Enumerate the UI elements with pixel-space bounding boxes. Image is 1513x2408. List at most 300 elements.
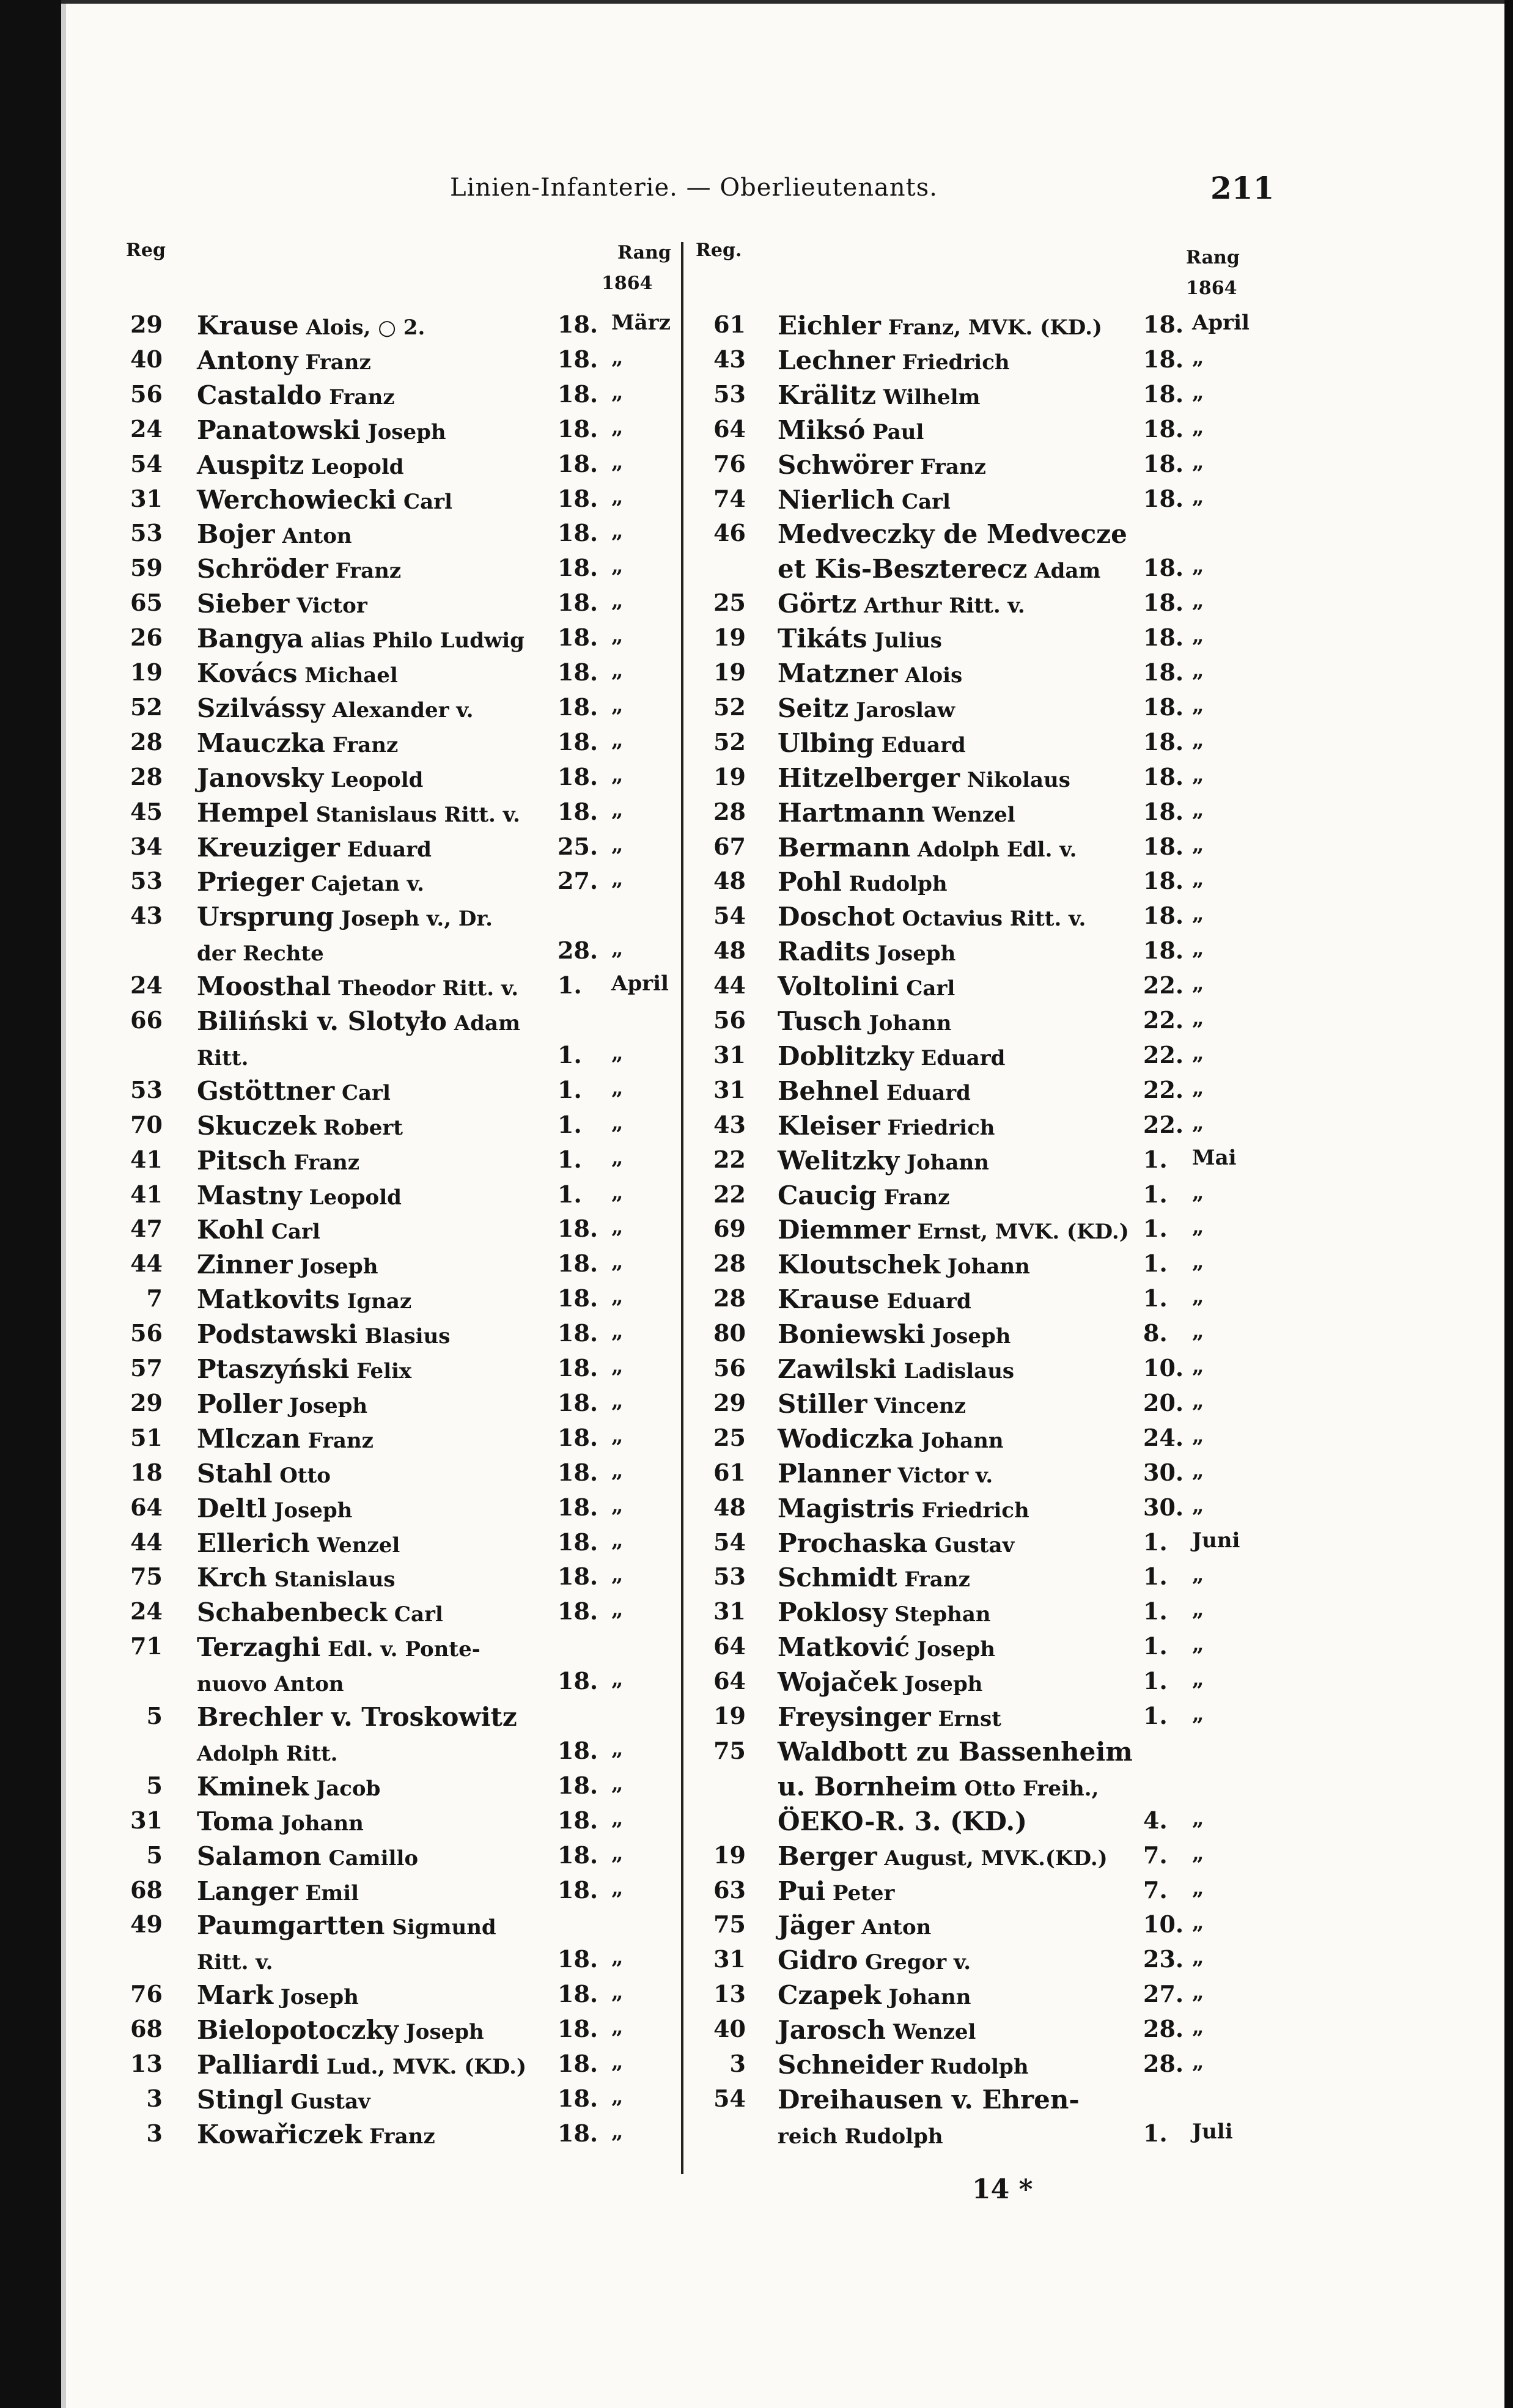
right-entry-row	[0, 1006, 1513, 1040]
surname: Czapek	[778, 1980, 882, 2011]
rank-month: „	[1192, 797, 1204, 822]
given-name: Felix	[349, 1359, 412, 1383]
given-name: Stanislaus	[267, 1567, 396, 1592]
given-name: Alois	[897, 663, 963, 688]
given-name: Cajetan v.	[303, 872, 424, 897]
rank-day: 18.	[1143, 624, 1184, 652]
regiment-number: 51	[130, 1423, 163, 1451]
right-entry-row	[0, 1806, 1513, 1841]
surname: Kloutschek	[778, 1250, 940, 1280]
surname: Krälitz	[778, 380, 877, 410]
regiment-number: 29	[130, 311, 163, 338]
given-name: Franz	[300, 1428, 374, 1453]
given-name: Emil	[298, 1880, 359, 1905]
rank-day: 18.	[1143, 832, 1184, 860]
given-name: Franz	[362, 2124, 435, 2149]
rank-day: 28.	[558, 937, 598, 965]
rank-day: 18.	[1143, 867, 1184, 895]
given-name: Leopold	[304, 454, 404, 479]
regiment-number: 52	[130, 693, 163, 721]
given-name: Johann	[274, 1811, 364, 1836]
given-name: Paul	[865, 419, 924, 444]
rank-month: „	[611, 589, 624, 614]
rank-month: „	[611, 797, 624, 822]
surname: Szilvássy	[197, 693, 325, 723]
right-entry-row	[0, 311, 1513, 345]
officer-name	[778, 1806, 1027, 1836]
regiment-number: 13	[130, 2050, 163, 2077]
given-name: Carl	[899, 976, 955, 1001]
rank-day: 1.	[558, 1110, 582, 1138]
rank-month: „	[611, 1563, 624, 1588]
officer-name	[778, 937, 955, 967]
regiment-number: 69	[713, 1215, 746, 1243]
officer-name	[778, 2050, 1029, 2080]
given-name: Friedrich	[914, 1498, 1029, 1523]
rank-month: „	[611, 1145, 624, 1170]
surname: Tusch	[778, 1006, 862, 1036]
officer-name	[778, 1146, 989, 1176]
officer-name	[778, 1945, 971, 1975]
rank-day: 18.	[1143, 554, 1184, 582]
rank-month: „	[611, 1180, 624, 1205]
rank-month: „	[1192, 727, 1204, 753]
regiment-number: 28	[713, 1284, 746, 1313]
regiment-number: 44	[713, 971, 746, 1000]
surname: Radits	[778, 937, 871, 967]
regiment-number: 48	[713, 937, 746, 965]
rank-month: „	[611, 867, 624, 892]
given-name: Anton	[854, 1915, 932, 1940]
given-name: Leopold	[301, 1185, 402, 1210]
rank-day: 18.	[558, 797, 598, 825]
right-entry-row	[0, 1389, 1513, 1423]
right-entry-row	[0, 1772, 1513, 1806]
rank-day: 18.	[558, 624, 598, 652]
given-name: Ignaz	[339, 1289, 412, 1314]
rank-day: 4.	[1143, 1806, 1168, 1834]
surname: Wojaček	[778, 1667, 897, 1698]
right-entry-row	[0, 833, 1513, 867]
regiment-number: 43	[713, 345, 746, 373]
officer-name	[778, 1006, 952, 1036]
regiment-number: 57	[130, 1354, 163, 1382]
officer-name	[778, 1597, 991, 1627]
rank-day: 18.	[558, 762, 598, 790]
rank-day: 30.	[1143, 1493, 1184, 1521]
regiment-number: 3	[146, 2119, 163, 2147]
rank-day: 1.	[558, 971, 582, 1000]
officer-name	[778, 2015, 976, 2045]
rank-month: „	[1192, 414, 1204, 440]
surname: Palliardi	[197, 2050, 320, 2080]
regiment-number: 31	[130, 1806, 163, 1834]
right-entry-row	[0, 1737, 1513, 1771]
rank-day: 23.	[1143, 1945, 1184, 1973]
right-entry-row	[0, 1111, 1513, 1145]
given-name: Johann	[899, 1150, 989, 1175]
rank-day: 18.	[558, 554, 598, 582]
officer-name	[778, 485, 951, 515]
right-entry-row	[0, 2015, 1513, 2049]
rank-month: „	[1192, 867, 1204, 892]
given-name: Joseph	[292, 1254, 378, 1279]
regiment-number: 13	[713, 1980, 746, 2008]
regiment-number: 52	[713, 693, 746, 721]
rank-day: 1.	[1143, 1597, 1168, 1626]
regiment-number: 31	[713, 1040, 746, 1069]
rank-day: 18.	[558, 1388, 598, 1416]
regiment-number: 31	[713, 1945, 746, 1973]
rank-month: „	[1192, 1597, 1204, 1622]
surname: Welitzky	[778, 1145, 900, 1176]
given-name: Friedrich	[880, 1115, 995, 1140]
officer-name	[778, 554, 1100, 584]
surname: Panatowski	[197, 414, 361, 445]
rank-day: 18.	[558, 449, 598, 477]
rank-day: 18.	[558, 589, 598, 617]
regiment-number: 75	[713, 1736, 746, 1764]
given-name: Wenzel	[885, 2020, 976, 2045]
regiment-number: 53	[130, 519, 163, 547]
given-name: Nikolaus	[960, 767, 1070, 792]
given-name: Franz, MVK. (KD.)	[880, 315, 1102, 340]
page-title: Linien-Infanterie. — Oberlieutenants.	[450, 174, 938, 202]
given-name: Franz	[897, 1567, 970, 1592]
regiment-number: 53	[130, 867, 163, 895]
surname: Miksó	[778, 414, 866, 445]
surname: Behnel	[778, 1075, 879, 1106]
surname: u. Bornheim	[778, 1771, 957, 1802]
given-name: Franz	[325, 732, 399, 757]
right-entry-row	[0, 1424, 1513, 1458]
rank-day: 18.	[558, 380, 598, 408]
right-entry-row	[0, 1076, 1513, 1110]
rank-month: Juli	[1192, 2119, 1233, 2144]
rank-month: „	[1192, 2015, 1204, 2040]
regiment-number: 80	[713, 1319, 746, 1347]
regiment-number: 41	[130, 1180, 163, 1208]
regiment-number: 19	[713, 624, 746, 652]
given-name: Johann	[913, 1428, 1004, 1453]
given-name: reich Rudolph	[778, 2124, 943, 2149]
officer-name	[778, 1389, 966, 1419]
given-name: Wilhelm	[876, 385, 981, 410]
surname: Krause	[778, 1284, 880, 1315]
surname: Medveczky de Medvecze	[778, 519, 1127, 550]
regiment-number: 3	[146, 2084, 163, 2112]
surname: Nierlich	[778, 484, 895, 515]
rank-month: „	[1192, 902, 1204, 927]
officer-name	[778, 902, 1086, 932]
rank-day: 18.	[558, 1250, 598, 1278]
regiment-number: 71	[130, 1632, 163, 1660]
regiment-number: 56	[130, 1319, 163, 1347]
surname: ÖEKO-R. 3. (KD.)	[778, 1806, 1027, 1836]
officer-name	[778, 728, 966, 758]
given-name: Alois, ○ 2.	[298, 315, 425, 340]
given-name: nuovo Anton	[197, 1672, 344, 1697]
right-entry-row	[0, 1180, 1513, 1215]
officer-name	[778, 311, 1102, 341]
left-reg-header: Reg	[126, 240, 166, 261]
given-name: Octavius Ritt. v.	[894, 907, 1086, 932]
officer-name	[778, 2119, 943, 2149]
rank-month: „	[1192, 1910, 1204, 1935]
right-entry-row	[0, 1459, 1513, 1493]
rank-month: „	[611, 1806, 624, 1831]
given-name: Peter	[825, 1880, 895, 1905]
given-name: Anton	[274, 524, 352, 549]
rank-day: 18.	[1143, 414, 1184, 443]
rank-month: „	[1192, 1354, 1204, 1379]
rank-day: 1.	[1143, 1563, 1168, 1591]
given-name: der Rechte	[197, 941, 324, 967]
left-rank-year: 1864	[602, 273, 653, 294]
officer-name	[778, 1876, 894, 1906]
rank-month: Juni	[1192, 1528, 1240, 1553]
regiment-number: 48	[713, 1493, 746, 1521]
regiment-number: 46	[713, 519, 746, 547]
regiment-number: 56	[713, 1354, 746, 1382]
rank-month: „	[611, 1040, 624, 1066]
surname: Paumgartten	[197, 1910, 385, 1941]
right-entry-row	[0, 1841, 1513, 1876]
rank-day: 1.	[1143, 1145, 1168, 1173]
right-entry-row	[0, 1354, 1513, 1388]
given-name: Leopold	[323, 767, 424, 792]
rank-month: „	[611, 1284, 624, 1309]
rank-month: „	[1192, 937, 1204, 962]
regiment-number: 44	[130, 1250, 163, 1278]
regiment-number: 56	[130, 380, 163, 408]
surname: Toma	[197, 1806, 274, 1836]
rank-day: 8.	[1143, 1319, 1168, 1347]
regiment-number: 54	[713, 902, 746, 930]
surname: Terzaghi	[197, 1632, 321, 1663]
rank-month: „	[1192, 1110, 1204, 1135]
officer-name	[778, 693, 955, 723]
surname: Salamon	[197, 1841, 322, 1871]
right-entry-row	[0, 2085, 1513, 2119]
rank-day: 18.	[558, 1597, 598, 1626]
surname: Magistris	[778, 1493, 915, 1523]
surname: Bangya	[197, 624, 304, 654]
officer-name	[778, 519, 1127, 549]
rank-day: 1.	[1143, 1180, 1168, 1208]
given-name: Sigmund	[385, 1915, 496, 1940]
rank-month: „	[1192, 1980, 1204, 2005]
rank-month: „	[1192, 1006, 1204, 1031]
rank-month: „	[1192, 1388, 1204, 1413]
rank-day: 18.	[558, 727, 598, 756]
rank-month: „	[611, 1250, 624, 1275]
surname: Janovsky	[197, 762, 324, 793]
right-entry-row	[0, 693, 1513, 727]
rank-month: „	[1192, 1458, 1204, 1483]
right-entry-row	[0, 380, 1513, 414]
right-entry-row	[0, 902, 1513, 936]
given-name: August, MVK.(KD.)	[877, 1846, 1108, 1871]
given-name: Victor v.	[890, 1463, 993, 1488]
rank-day: 10.	[1143, 1910, 1184, 1939]
rank-day: 1.	[1143, 1528, 1168, 1556]
rank-day: 18.	[558, 414, 598, 443]
surname: Werchowiecki	[197, 484, 397, 515]
rank-month: „	[611, 937, 624, 962]
rank-month: „	[1192, 762, 1204, 787]
surname: Gstöttner	[197, 1075, 335, 1106]
rank-month: „	[611, 519, 624, 544]
rank-day: 18.	[558, 519, 598, 547]
given-name: Carl	[396, 489, 452, 514]
rank-day: 18.	[1143, 311, 1184, 338]
rank-month: „	[1192, 2050, 1204, 2074]
rank-month: „	[1192, 1667, 1204, 1692]
given-name: Gregor v.	[858, 1950, 971, 1975]
right-entry-row	[0, 937, 1513, 971]
surname: Krch	[197, 1563, 267, 1593]
regiment-number: 18	[130, 1458, 163, 1486]
rank-month: „	[611, 1319, 624, 1344]
rank-day: 18.	[558, 1458, 598, 1486]
surname: Pitsch	[197, 1145, 287, 1176]
rank-day: 18.	[558, 1736, 598, 1764]
surname: Doblitzky	[778, 1040, 914, 1071]
officer-name	[778, 415, 924, 445]
rank-month: „	[611, 658, 624, 683]
given-name: Robert	[316, 1115, 403, 1140]
given-name: Franz	[913, 454, 986, 479]
right-entry-row	[0, 867, 1513, 901]
right-entry-row	[0, 728, 1513, 762]
rank-month: „	[1192, 449, 1204, 474]
officer-name	[778, 589, 1025, 619]
regiment-number: 54	[713, 1528, 746, 1556]
surname: Auspitz	[197, 449, 304, 480]
rank-day: 7.	[1143, 1841, 1168, 1869]
regiment-number: 24	[130, 1597, 163, 1626]
officer-name	[778, 833, 1077, 863]
surname: Poklosy	[778, 1597, 888, 1628]
surname: Kohl	[197, 1215, 265, 1245]
rank-month: „	[1192, 1250, 1204, 1275]
right-entry-row	[0, 1702, 1513, 1736]
surname: Ellerich	[197, 1528, 310, 1558]
given-name: Ritt. v.	[197, 1950, 273, 1975]
regiment-number: 19	[713, 762, 746, 790]
regiment-number: 67	[713, 832, 746, 860]
given-name: Eduard	[913, 1045, 1006, 1070]
surname: Prochaska	[778, 1528, 928, 1558]
regiment-number: 76	[713, 449, 746, 477]
rank-day: 18.	[558, 1319, 598, 1347]
officer-name	[778, 624, 942, 654]
regiment-number: 54	[130, 449, 163, 477]
given-name: Theodor Ritt. v.	[331, 976, 519, 1001]
regiment-number: 19	[713, 1841, 746, 1869]
surname: Bermann	[778, 832, 911, 863]
surname: Stingl	[197, 2084, 284, 2115]
officer-name	[778, 658, 962, 688]
officer-name	[778, 1667, 982, 1697]
rank-day: 18.	[558, 345, 598, 373]
right-entry-row	[0, 1493, 1513, 1528]
rank-day: 1.	[1143, 1702, 1168, 1729]
given-name: Joseph	[282, 1393, 368, 1418]
surname: Seitz	[778, 693, 849, 723]
surname: Caucig	[778, 1180, 877, 1210]
rank-day: 30.	[1143, 1458, 1184, 1486]
regiment-number: 53	[130, 1075, 163, 1103]
regiment-number: 19	[713, 1702, 746, 1729]
right-entry-row	[0, 2050, 1513, 2084]
given-name: Carl	[894, 489, 951, 514]
page-number: 211	[1210, 170, 1275, 206]
surname: Voltolini	[778, 971, 899, 1002]
rank-month: „	[1192, 1632, 1204, 1657]
officer-name	[778, 1111, 995, 1141]
regiment-number: 26	[130, 624, 163, 652]
regiment-number: 61	[713, 311, 746, 338]
rank-day: 24.	[1143, 1423, 1184, 1451]
given-name: Carl	[334, 1080, 391, 1105]
regiment-number: 70	[130, 1110, 163, 1138]
given-name: Otto Freih.,	[957, 1776, 1099, 1801]
surname: Schröder	[197, 554, 328, 584]
surname: Poller	[197, 1388, 282, 1419]
officer-name	[778, 1180, 949, 1210]
right-entry-row	[0, 485, 1513, 519]
rank-month: „	[611, 414, 624, 440]
rank-month: „	[611, 2015, 624, 2040]
regiment-number: 44	[130, 1528, 163, 1556]
regiment-number: 34	[130, 832, 163, 860]
right-entry-row	[0, 1563, 1513, 1597]
officer-name	[778, 1354, 1014, 1384]
rank-month: „	[611, 1354, 624, 1379]
rank-month: „	[611, 2119, 624, 2144]
rank-month: „	[1192, 1075, 1204, 1100]
surname: Lechner	[778, 345, 895, 375]
rank-day: 18.	[1143, 797, 1184, 825]
officer-name	[778, 1772, 1099, 1802]
surname: Hartmann	[778, 797, 926, 828]
given-name: Johann	[861, 1011, 952, 1036]
rank-day: 25.	[558, 832, 598, 860]
rank-day: 1.	[1143, 1632, 1168, 1660]
given-name: Franz	[322, 385, 395, 410]
rank-month: „	[611, 1945, 624, 1970]
right-entry-row	[0, 450, 1513, 484]
right-entry-row	[0, 1980, 1513, 2014]
rank-day: 18.	[1143, 380, 1184, 408]
officer-name	[778, 1076, 971, 1106]
rank-month: „	[1192, 1806, 1204, 1831]
right-entry-row	[0, 1250, 1513, 1284]
officer-name	[778, 1563, 970, 1592]
rank-day: 18.	[1143, 902, 1184, 930]
given-name: Eduard	[878, 1080, 971, 1105]
right-entry-row	[0, 1041, 1513, 1075]
officer-name	[778, 380, 981, 410]
rank-day: 18.	[558, 1945, 598, 1973]
regiment-number: 66	[130, 1006, 163, 1034]
regiment-number: 40	[713, 2015, 746, 2043]
regiment-number: 74	[713, 484, 746, 512]
right-entry-row	[0, 415, 1513, 449]
right-entry-row	[0, 971, 1513, 1006]
